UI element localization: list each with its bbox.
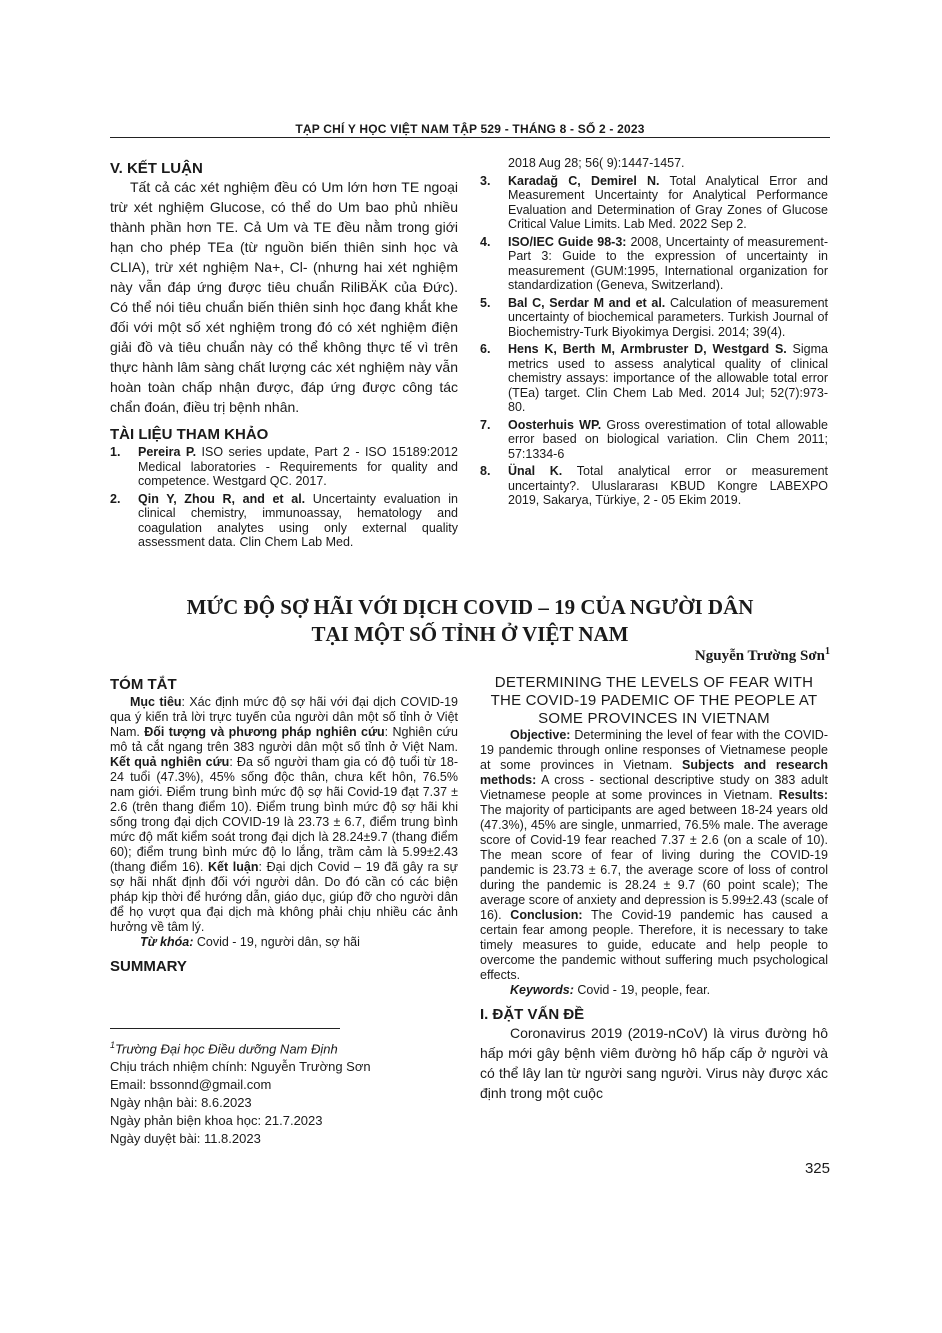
conclusion-text: Tất cả các xét nghiệm đều có Um lớn hơn TE ngoại trừ xét nghiệm Glucose, có thể do Um bao phủ nhiều thành phần hơn TE. Cả Um và TE đều nằm trong giới hạn cho phép TEa (từ nguồn biến thiên sinh học và CLIA), trừ xét nghiệm Na+, Cl- (nhưng hai xét nghiệm này vẫn đáp ứng được tiêu chuẩn RiliBÄK của Đức). Có thể nói tiêu chuẩn biến thiên sinh học đang khắt khe đối với một số xét nghiệm trong đó có xét nghiệm điện giải đồ và tiêu chuẩn này có thể không thực tế vì trên thực hành lâm sàng chất lượng các xét nghiệm này vẫn hoàn toàn chấp nhận được, đáp ứng được công tác chẩn đoán, điều trị bệnh nhân. [110, 179, 458, 415]
footnote-accepted: Ngày duyệt bài: 11.8.2023 [110, 1131, 261, 1147]
abstract-results: The majority of participants are aged between 18-24 years old (47.3%), 45% are single, unmarried, 76.5% male. The average score of Covid-19 fear reached 7.37 ± 2.6 (on a scale of 10). The mean score of fear of living during the COVID-19 pandemic is 23.73 ± 6.7, the average score of loss of control during the pandemic is 28.24 ± 9.7 (60 point scale); The average score of anxiety and depression is 5.99±2.43 (scale of 16). [480, 803, 828, 922]
reference-number: 6. [480, 342, 491, 356]
keywords-label: Keywords: [510, 983, 574, 997]
introduction-text: Coronavirus 2019 (2019-nCoV) là virus đường hô hấp mới gây bệnh viêm đường hô hấp cấp ở người và có thể lây lan từ người sang người. Virus này được xác định trong một cuộc [480, 1025, 828, 1101]
article-title [110, 594, 830, 648]
reference-authors: Hens K, Berth M, Armbruster D, Westgard S. [508, 342, 787, 356]
footnote-received: Ngày nhận bài: 8.6.2023 [110, 1095, 252, 1111]
label-objective: Objective: [510, 728, 571, 742]
keywords-text: Covid - 19, people, fear. [573, 983, 711, 997]
references-left [110, 426, 458, 553]
reference-item [480, 418, 828, 462]
abstract-conclusion: The Covid-19 pandemic has caused a certain fear among people. Therefore, it is necessary to take timely measures to guide, educate and help people to overcome the pandemic without suffering much psychological effects. [480, 908, 828, 982]
references-heading: TÀI LIỆU THAM KHẢO [110, 426, 269, 443]
abstract-objective: : Xác định mức độ sợ hãi với đại dịch COVID-19 qua ý kiến trả lời trực tuyến của người dân một số tỉnh ở Việt Nam. [110, 695, 458, 739]
footnote-email: Email: bssonnd@gmail.com [110, 1077, 272, 1093]
footnote-rule [110, 1028, 340, 1029]
reference-item [480, 464, 828, 508]
reference-authors: Karadağ C, Demirel N. [508, 173, 660, 188]
journal-header: TẠP CHÍ Y HỌC VIỆT NAM TẬP 529 - THÁNG 8 - SỐ 2 - 2023 [295, 122, 645, 136]
footnote [110, 1036, 458, 1148]
reference-authors: ISO/IEC Guide 98-3: [508, 234, 627, 249]
author-name: Nguyễn Trường Sơn [694, 648, 825, 664]
article-author [695, 646, 830, 665]
page-number: 325 [804, 1160, 830, 1177]
reference-number: 1. [110, 445, 121, 459]
reference-number: 2. [110, 491, 121, 506]
footnote-reviewed: Ngày phản biện khoa học: 21.7.2023 [110, 1113, 323, 1129]
footnote-corresponding: Chịu trách nhiệm chính: Nguyễn Trường Sơn [110, 1059, 371, 1075]
reference-continuation: 2018 Aug 28; 56( 9):1447-1457. [508, 156, 685, 170]
label-conclusion: Conclusion: [510, 908, 583, 922]
footnote-affiliation [110, 1036, 458, 1058]
reference-number: 7. [480, 417, 491, 432]
reference-number: 4. [480, 234, 491, 249]
abstract-en-keywords [480, 983, 828, 998]
reference-item [110, 445, 458, 489]
label-objective: Mục tiêu [130, 695, 182, 709]
reference-authors: Ünal K. [508, 464, 563, 478]
label-methods: Đối tượng và phương pháp nghiên cứu [144, 725, 385, 739]
abstract-en [480, 674, 828, 1103]
reference-text: Calculation of measurement uncertainty of biochemical parameters. Turkish Journal of Biochemistry-Turk Biyokimya Dergisi. 2014; 39(4). [508, 295, 829, 339]
abstract-objective: Determining the level of fear with the COVID-19 pandemic through online responses of Vietnamese people at some provinces in Vietnam. [480, 728, 828, 772]
label-results: Kết quả nghiên cứu [110, 755, 230, 769]
reference-authors: Pereira P. [138, 445, 197, 459]
article-title-line2: TẠI MỘT SỐ TỈNH Ở VIỆT NAM [311, 622, 629, 646]
reference-authors: Bal C, Serdar M and et al. [508, 295, 666, 310]
reference-text: Uncertainty evaluation in clinical chemistry, immunoassay, hematology and coagulation analytes using only external quality assessment data. Clin Chem Lab Med. [138, 491, 458, 549]
article-title-line1: MỨC ĐỘ SỢ HÃI VỚI DỊCH COVID – 19 CỦA NGƯỜI DÂN [186, 595, 754, 619]
reference-text: 2008, Uncertainty of measurement-Part 3: Guide to the expression of uncertainty in measurement (GUM:1995, International organization for standardization (Geneva, Switzerland). [508, 234, 829, 292]
reference-number: 3. [480, 173, 491, 188]
header-rule [110, 137, 830, 138]
abstract-vi-text [110, 695, 458, 935]
introduction-heading: I. ĐẶT VẤN ĐỀ [480, 1006, 585, 1023]
abstract-vi-heading: TÓM TẮT [110, 676, 177, 693]
reference-text: Total Analytical Error and Measurement Uncertainty for Analytical Performance Evaluation and Determination of Gray Zones of Glucose Critical Value Limits. Lab Med. 2022 Sep 2. [508, 173, 829, 231]
abstract-conclusion: : Đại dịch Covid – 19 đã gây ra sự sợ hãi nhất định đối với người dân. Do đó cần có các biện pháp kịp thời để hướng dẫn, giáo dục, giúp đỡ cho người dân để họ vượt qua đại dịch mà không phải chịu nhiều các ảnh hưởng về tâm lý. [110, 860, 458, 934]
reference-authors: Oosterhuis WP. [508, 417, 602, 432]
reference-number: 8. [480, 464, 491, 478]
reference-number: 5. [480, 295, 491, 310]
keywords-text: Covid - 19, người dân, sợ hãi [193, 935, 360, 949]
reference-text: Sigma metrics used to assess analytical quality of clinical chemistry assays: importance of the allowable total error (TEa) target. Clin Chem Lab Med. 2014 Jul; 52(7):973-80. [508, 342, 828, 414]
reference-item [480, 342, 828, 415]
conclusion-heading: V. KẾT LUẬN [110, 160, 203, 177]
reference-item [110, 492, 458, 550]
keywords-label: Từ khóa: [140, 935, 194, 949]
abstract-en-text [480, 728, 828, 983]
reference-text: ISO series update, Part 2 - ISO 15189:2012 Medical laboratories - Requirements for quality and competence. Westgard QC. 2017. [138, 445, 458, 488]
affiliation-mark: 1 [110, 1040, 116, 1050]
reference-item [480, 296, 828, 340]
abstract-methods: : Nghiên cứu mô tả cắt ngang trên 383 người dân một số tỉnh ở Việt Nam. [110, 725, 458, 754]
abstract-vi [110, 676, 458, 975]
label-methods: Subjects and research methods: [480, 758, 828, 787]
conclusion-section [110, 160, 458, 417]
reference-text: Total analytical error or measurement uncertainty?. Uluslararası KBUD Kongre LABEXPO 2019, Sakarya, Türkiye, 2 - 05 Ekim 2019. [508, 464, 828, 507]
label-results: Results: [778, 788, 828, 802]
abstract-results: : Đa số người tham gia có độ tuổi từ 18-24 tuổi (47.3%), 45% sống độc thân, chưa kết hôn, 76.5% nam giới. Điểm trung bình mức độ sợ hãi Covid-19 đạt 7.37 ± 2.6 (trên thang điểm 10). Điểm trung bình mức độ sợ hãi khi sống trong đại dịch COVID-19 là 23.73 ± 6.7, điểm trung bình mức độ mất kiểm soát trong đại dịch là 28.24±9.7 (thang điểm 60); điểm trung bình mức độ lo lắng, trầm cảm là 5.99±2.43 (thang điểm 16). [110, 755, 459, 874]
references-right [480, 156, 828, 511]
abstract-en-title: DETERMINING THE LEVELS OF FEAR WITH THE COVID-19 PADEMIC OF THE PEOPLE AT SOME PROVINCES IN VIETNAM [490, 674, 818, 727]
author-affiliation-mark: 1 [825, 646, 830, 657]
abstract-vi-keywords [110, 935, 458, 950]
reference-authors: Qin Y, Zhou R, and et al. [138, 491, 306, 506]
summary-heading: SUMMARY [110, 958, 187, 975]
reference-item [480, 174, 828, 232]
label-conclusion: Kết luận [208, 860, 259, 874]
affiliation-text: Trường Đại học Điều dưỡng Nam Định [115, 1041, 338, 1057]
abstract-methods: A cross - sectional descriptive study on 383 adult Vietnamese people at some provinces in Vietnam. [480, 773, 828, 802]
reference-text: Gross overestimation of total allowable error based on biological variation. Clin Chem 2011; 57:1334-6 [508, 417, 828, 461]
reference-item [480, 235, 828, 293]
